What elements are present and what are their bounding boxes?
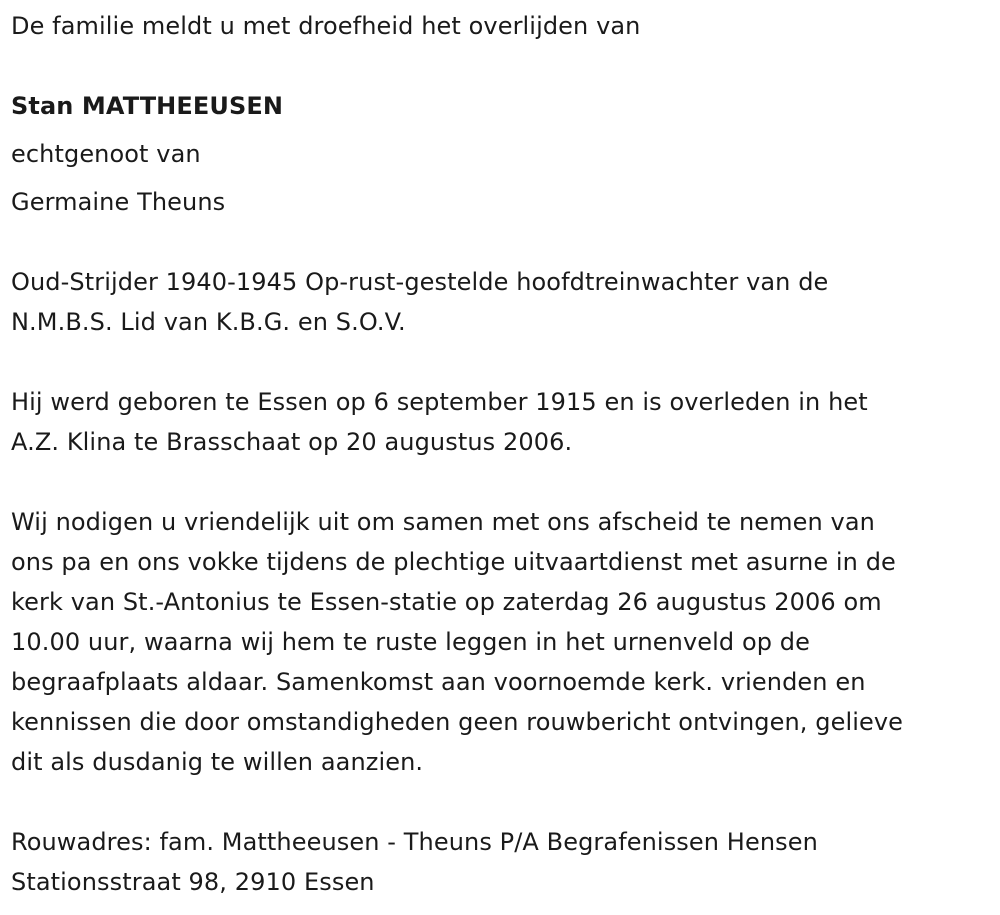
deceased-name: Stan MATTHEEUSEN xyxy=(11,92,284,120)
titles-line-1: Oud-Strijder 1940-1945 Op-rust-gestelde hoofdtreinwachter van de xyxy=(11,268,829,296)
spouse-name: Germaine Theuns xyxy=(11,188,226,216)
address-line-1: Rouwadres: fam. Mattheeusen - Theuns P/A Begrafenissen Hensen xyxy=(11,828,818,856)
invitation-line-3: kerk van St.-Antonius te Essen-statie op zaterdag 26 augustus 2006 om xyxy=(11,588,882,616)
invitation-line-4: 10.00 uur, waarna wij hem te ruste leggen in het urnenveld op de xyxy=(11,628,811,656)
birth-death-line-2: A.Z. Klina te Brasschaat op 20 augustus 2006. xyxy=(11,428,573,456)
intro-text: De familie meldt u met droefheid het overlijden van xyxy=(11,12,641,40)
invitation-line-7: dit als dusdanig te willen aanzien. xyxy=(11,748,424,776)
spouse-label: echtgenoot van xyxy=(11,140,201,168)
invitation-line-6: kennissen die door omstandigheden geen rouwbericht ontvingen, gelieve xyxy=(11,708,904,736)
invitation-line-2: ons pa en ons vokke tijdens de plechtige uitvaartdienst met asurne in de xyxy=(11,548,896,576)
spacer xyxy=(11,782,989,822)
spacer xyxy=(11,222,989,262)
invitation-line-1: Wij nodigen u vriendelijk uit om samen met ons afscheid te nemen van xyxy=(11,508,875,536)
birth-death-line-1: Hij werd geboren te Essen op 6 september 1915 en is overleden in het xyxy=(11,388,868,416)
invitation-line-5: begraafplaats aldaar. Samenkomst aan voornoemde kerk. vrienden en xyxy=(11,668,866,696)
address-line-2: Stationsstraat 98, 2910 Essen xyxy=(11,868,375,896)
spacer xyxy=(11,462,989,502)
titles-line-2: N.M.B.S. Lid van K.B.G. en S.O.V. xyxy=(11,308,406,336)
spacer xyxy=(11,342,989,382)
